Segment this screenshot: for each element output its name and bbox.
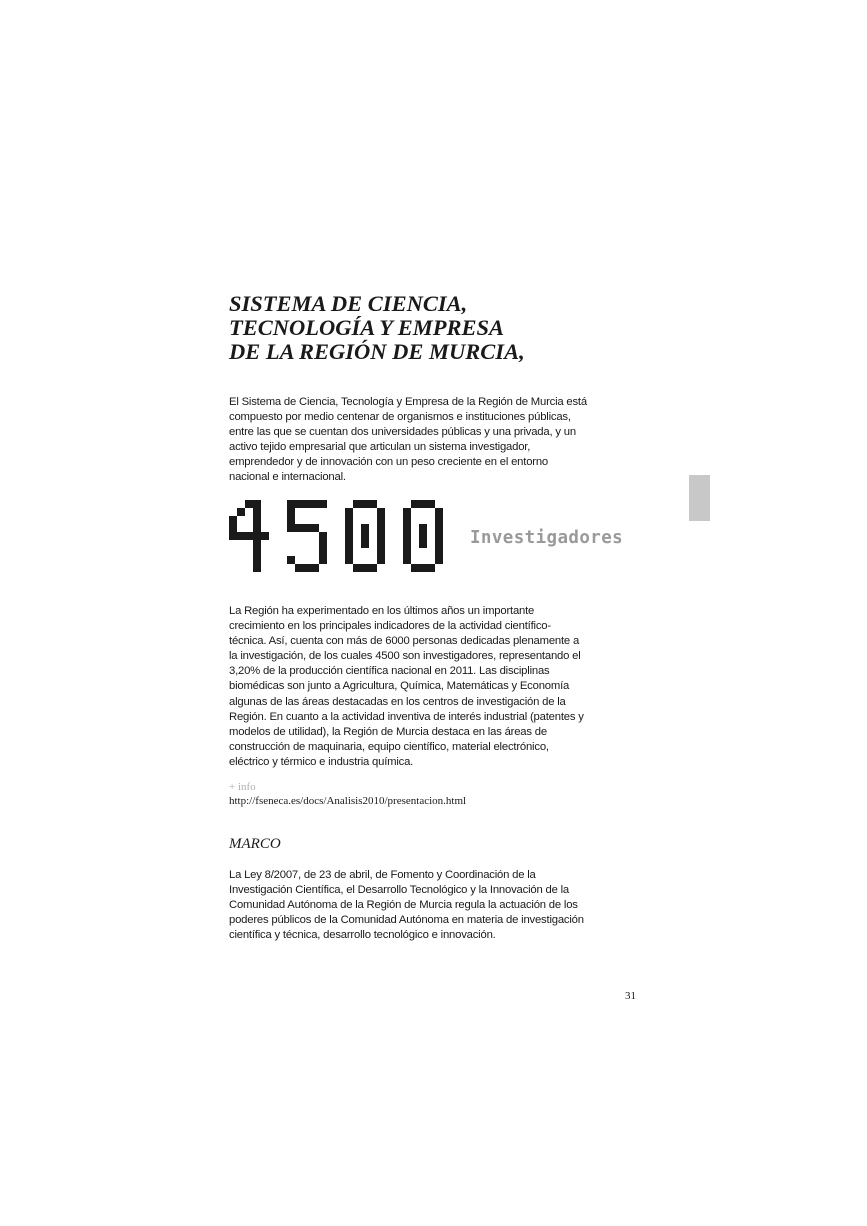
info-link[interactable]: http://fseneca.es/docs/Analisis2010/presentacion.html — [229, 795, 467, 807]
pixel-digit-5 — [287, 500, 327, 572]
pixel-digit-4 — [229, 500, 269, 572]
pixel-digit-0 — [403, 500, 443, 572]
title-line-1: SISTEMA DE CIENCIA, — [229, 291, 468, 316]
body-paragraph: La Región ha experimentado en los últimos años un importante crecimiento en los principales indicadores de la actividad científico-técnica. Así, cuenta con más de 6000 personas dedicadas plenamente a la investigación, de los cuales 4500 son investigadores, representando el 3,20% de la producción científica nacional en 2011. Las disciplinas biomédicas son junto a Agricultura, Química, Matemáticas y Economía algunas de las áreas destacadas en los centros de investigación de la Región. En cuanto a la actividad inventiva de interés industrial (patentes y modelos de utilidad), la Región de Murcia destaca en las áreas de construcción de maquinaria, equipo científico, material electrónico, eléctrico y térmico e industria química. — [229, 605, 584, 768]
section-heading: MARCO — [229, 836, 281, 852]
highlight-number — [229, 500, 461, 577]
page-title — [229, 292, 649, 364]
section-tab-marker — [689, 475, 710, 521]
pixel-digit-0 — [345, 500, 385, 572]
page-number: 31 — [625, 990, 636, 1002]
section-paragraph: La Ley 8/2007, de 23 de abril, de Fomento y Coordinación de la Investigación Científica, el Desarrollo Tecnológico y la Innovación de la Comunidad Autónoma de la Región de Murcia regula la actuación de los poderes públicos de la Comunidad Autónoma en materia de investigación científica y técnica, desarrollo tecnológico e innovación. — [229, 869, 584, 942]
intro-paragraph: El Sistema de Ciencia, Tecnología y Empresa de la Región de Murcia está compuesto por medio centenar de organismos e instituciones públicas, entre las que se cuentan dos universidades públicas y una privada, y un activo tejido empresarial que articulan un sistema investigador, emprendedor y de innovación con un peso creciente en el entorno nacional e internacional. — [229, 396, 587, 484]
highlight-label: Investigadores — [470, 528, 624, 548]
info-label: + info — [229, 781, 256, 793]
title-line-3: DE LA REGIÓN DE MURCIA, — [229, 339, 525, 364]
title-line-2: TECNOLOGÍA Y EMPRESA — [229, 315, 505, 340]
pixel-number-graphic — [229, 500, 461, 572]
